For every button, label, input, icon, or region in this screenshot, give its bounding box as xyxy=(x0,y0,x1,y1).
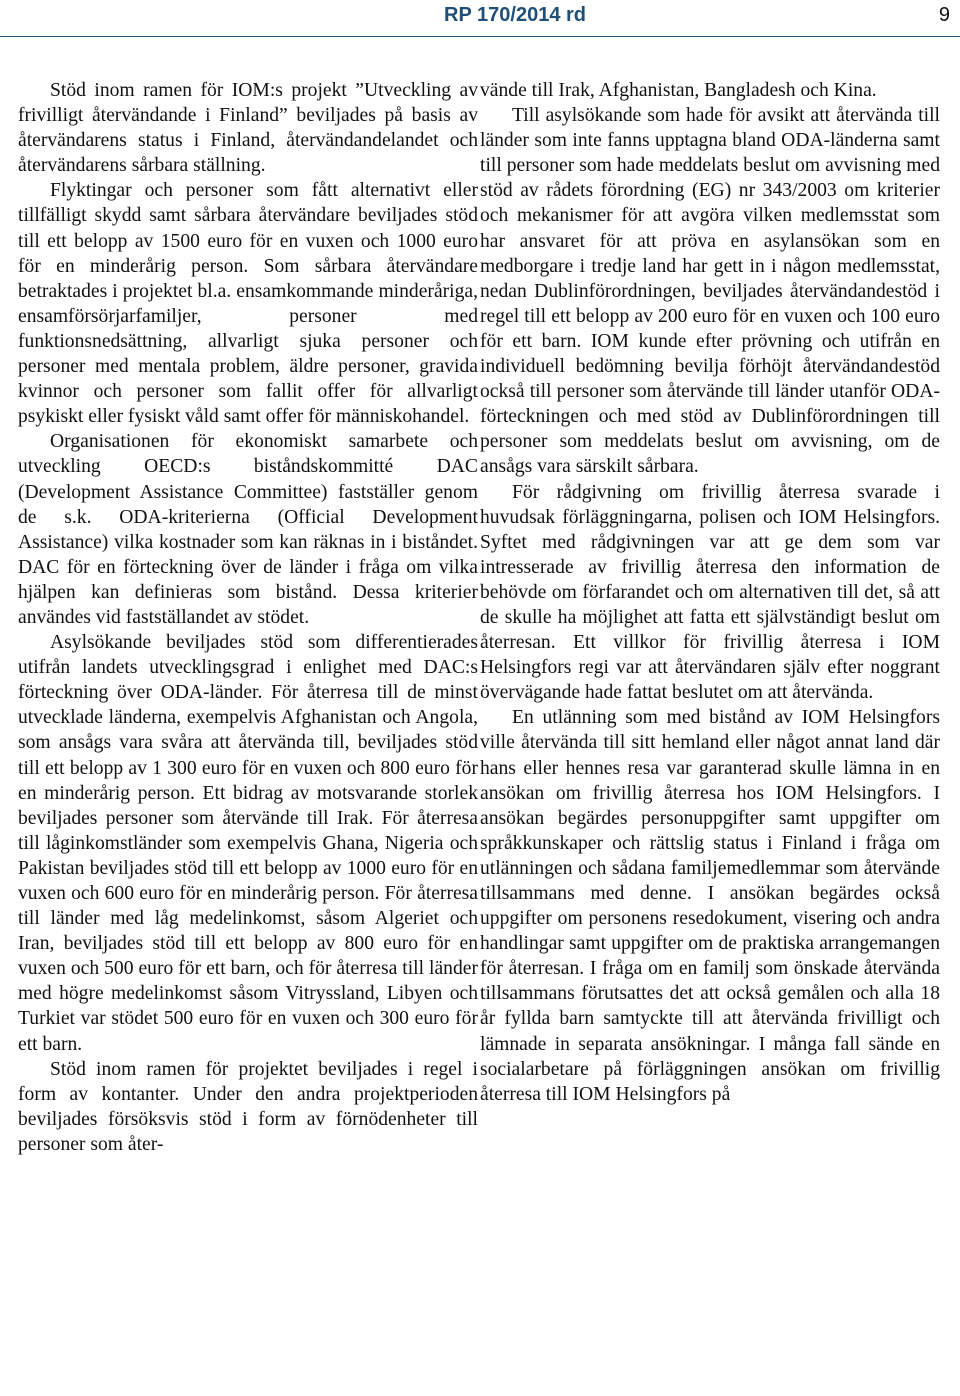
paragraph: Till asylsökande som hade för avsikt att återvända till länder som inte fanns upptagna bland ODA-länderna samt till personer som hade meddelats beslut om avvisning med stöd av rådets förordning (EG) nr 343/2003 om kriterier och mekanismer för att avgöra vilken medlemsstat som har ansvaret för att pröva en asylansökan som en medborgare i tredje land har gett in i någon medlemsstat, nedan Dublinförordningen, beviljades återvändandestöd i regel till ett belopp av 200 euro för en vuxen och 100 euro för ett barn. IOM kunde efter prövning och utifrån en individuell bedömning bevilja förhöjt återvändandestöd också till personer som återvände till länder utanför ODA-förteckningen och med stöd av Dublinförordningen till personer som meddelats beslut om avvisning, om de ansågs vara särskilt sårbara. xyxy=(480,105,940,478)
paragraph: Asylsökande beviljades stöd som differentierades utifrån landets utvecklingsgrad i enlighet med DAC:s förteckning över ODA-länder. För återresa till de minst utvecklade länderna, exempelvis Afghanistan och Angola, som ansågs vara svåra att återvända till, beviljades stöd till ett belopp av 1 300 euro för en vuxen och 800 euro för en minderårig person. Ett bidrag av motsvarande storlek beviljades personer som återvände till Irak. För återresa till låginkomstländer som exempelvis Ghana, Nigeria och Pakistan beviljades stöd till ett belopp av 1000 euro för en vuxen och 600 euro för en minderårig person. För återresa till länder med låg medelinkomst, såsom Algeriet och Iran, beviljades stöd till ett belopp av 800 euro för en vuxen och 500 euro för ett barn, och för återresa till länder med högre medelinkomst såsom Vitryssland, Libyen och Turkiet var stödet 500 euro för en vuxen och 300 euro för ett barn. xyxy=(18,632,478,1055)
paragraph: Stöd inom ramen för IOM:s projekt ”Utveckling av frivilligt återvändande i Finland” beviljades på basis av återvändarens status i Finland, återvändandelandet och återvändarens sårbara ställning. xyxy=(18,80,478,177)
paragraph: vände till Irak, Afghanistan, Bangladesh och Kina. xyxy=(480,80,877,101)
paragraph: Flyktingar och personer som fått alternativt eller tillfälligt skydd samt sårbara återvändare beviljades stöd till ett belopp av 1500 euro för en vuxen och 1000 euro för en minderårig person. Som sårbara återvändare betraktades i projektet bl.a. ensamkommande minderåriga, ensamförsörjarfamiljer, personer med funktionsnedsättning, allvarligt sjuka personer och personer med mentala problem, äldre personer, gravida kvinnor och personer som fallit offer för allvarligt psykiskt eller fysiskt våld samt offer för människohandel. xyxy=(18,180,478,428)
page-number: 9 xyxy=(938,4,950,26)
right-column xyxy=(480,78,940,1107)
paragraph: En utlänning som med bistånd av IOM Helsingfors ville återvända till sitt hemland eller något annat land där hans eller hennes resa var garanterad skulle lämna in en ansökan om frivillig återresa hos IOM Helsingfors. I ansökan begärdes personuppgifter samt uppgifter om språkkunskaper och rättslig status i Finland i fråga om utlänningen och sådana familjemedlemmar som återvände tillsammans med denne. I ansökan begärdes också uppgifter om personens resedokument, visering och andra handlingar samt uppgifter om de praktiska arrangemangen för återresan. I fråga om en familj som önskade återvända tillsammans förutsattes det att också gemålen och alla 18 år fyllda barn samtyckte till att återvända frivilligt och lämnade in separata ansökningar. I många fall sände en socialarbetare på förläggningen ansökan om frivillig återresa till IOM Helsingfors på xyxy=(480,707,940,1105)
paragraph: För rådgivning om frivillig återresa svarade i huvudsak förläggningarna, polisen och IOM Helsingfors. Syftet med rådgivningen var att ge dem som var intresserade av frivillig återresa den information de behövde om förfarandet och om alternativen till det, så att de skulle ha möjlighet att fatta ett självständigt beslut om återresan. Ett villkor för frivillig återresa i IOM Helsingfors regi var att återvändaren själv efter noggrant övervägande hade fattat beslutet om att återvända. xyxy=(480,481,940,704)
page-header xyxy=(0,0,960,44)
paragraph: Organisationen för ekonomiskt samarbete och utveckling OECD:s biståndskommitté DAC (Development Assistance Committee) fastställer genom de s.k. ODA-kriterierna (Official Development Assistance) vilka kostnader som kan räknas in i biståndet. DAC för en förteckning över de länder i fråga om vilka hjälpen kan definieras som bistånd. Dessa kriterier användes vid fastställandet av stödet. xyxy=(18,431,478,628)
document-reference: RP 170/2014 rd xyxy=(444,4,586,26)
paragraph: Stöd inom ramen för projektet beviljades i regel i form av kontanter. Under den andra projektperioden beviljades försöksvis stöd i form av förnödenheter till personer som åter- xyxy=(18,1058,478,1155)
left-column xyxy=(18,78,478,1157)
header-divider xyxy=(0,36,960,37)
